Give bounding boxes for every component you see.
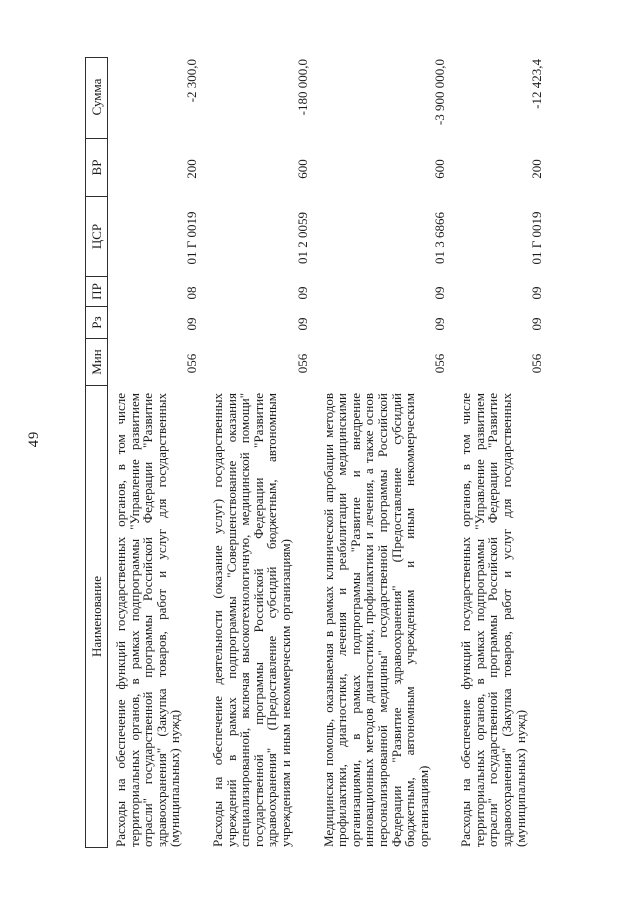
cell-vr: 200 — [529, 159, 545, 179]
cell-csr: 01 Г 0019 — [529, 211, 545, 265]
cell-min: 056 — [294, 353, 310, 374]
row-codes — [530, 57, 544, 848]
cell-rz: 09 — [294, 317, 310, 331]
cell-vr: 600 — [432, 159, 448, 179]
table-row — [114, 57, 199, 848]
cell-csr: 01 3 6866 — [432, 212, 448, 264]
cell-vr: 200 — [183, 159, 199, 179]
header-cell-summa: Сумма — [86, 56, 107, 139]
cell-rz: 09 — [432, 317, 448, 331]
cell-csr: 01 Г 0019 — [183, 211, 199, 265]
cell-summa: -2 300,0 — [183, 59, 199, 103]
header-cell-rz: Рз — [86, 307, 107, 339]
row-name-text: Расходы на обеспечение функций государственных органов, в том числе территориальных органов, в рамках подпрограммы "Управление развитием отрасли" государственной программы Российской Федерации "Развитие здравоохранения" (Закупка товаров, работ и услуг для государственных (муниципальных) нужд) — [458, 393, 528, 847]
row-name-text: Расходы на обеспечение функций государственных органов, в том числе территориальных органов, в рамках подпрограммы "Управление развитием отрасли" государственной программы Российской Федерации "Развитие здравоохранения" (Закупка товаров, работ и услуг для государственных (муниципальных) нужд) — [113, 393, 183, 847]
row-name-text: Расходы на обеспечение деятельности (оказание услуг) государственных учреждений в рамках подпрограммы "Совершенствование оказания специализированной, включая высокотехнологичную, медицинской помощи" государственной программы Российской Федерации "Развитие здравоохранения" (Предоставление субсидий бюджетным, автономным учреждениям и иным некоммерческим организациям) — [209, 393, 293, 847]
row-codes — [185, 57, 199, 848]
name-spacer — [433, 387, 447, 848]
table-header-row — [85, 57, 108, 848]
cell-csr: 01 2 0059 — [294, 212, 310, 264]
cell-summa: -12 423,4 — [529, 59, 545, 109]
header-cell-vr: ВР — [86, 139, 107, 197]
table-row — [322, 57, 448, 848]
row-name-text: Медицинская помощь, оказываемая в рамках клинической апробации методов профилактики, диагностики, лечения и реабилитации медицинскими организациями, в рамках подпрограммы "Развитие и внедрение инновационных методов диагностики, профилактики и лечения, а также основ персонализированной медицины" государственной программы Российской Федерации "Развитие здравоохранения" (Предоставление субсидий бюджетным, автономным учреждениям и иным некоммерческим организациям) — [320, 393, 431, 847]
cell-summa: -180 000,0 — [294, 59, 310, 116]
cell-pr: 09 — [529, 286, 545, 300]
cell-summa: -3 900 000,0 — [432, 59, 448, 126]
cell-pr: 09 — [432, 286, 448, 300]
header-cell-pr: ПР — [86, 277, 107, 307]
cell-min: 056 — [183, 353, 199, 374]
page-number: 49 — [26, 430, 42, 448]
name-spacer — [296, 387, 310, 848]
cell-vr: 600 — [294, 159, 310, 179]
cell-rz: 09 — [529, 317, 545, 331]
row-codes — [296, 57, 310, 848]
header-cell-naimenovanie: Наименование — [88, 576, 104, 657]
table-row — [459, 57, 544, 848]
cell-min: 056 — [432, 353, 448, 374]
cell-pr: 09 — [294, 286, 310, 300]
row-codes — [433, 57, 447, 848]
table-row — [211, 57, 310, 848]
header-cell-min: Мин — [86, 339, 107, 386]
table-body — [108, 57, 544, 848]
cell-rz: 09 — [183, 317, 199, 331]
cell-min: 056 — [529, 353, 545, 374]
header-cell-csr: ЦСР — [86, 197, 107, 277]
cell-pr: 08 — [183, 286, 199, 300]
budget-table — [85, 57, 544, 848]
name-spacer — [530, 387, 544, 848]
name-spacer — [185, 387, 199, 848]
